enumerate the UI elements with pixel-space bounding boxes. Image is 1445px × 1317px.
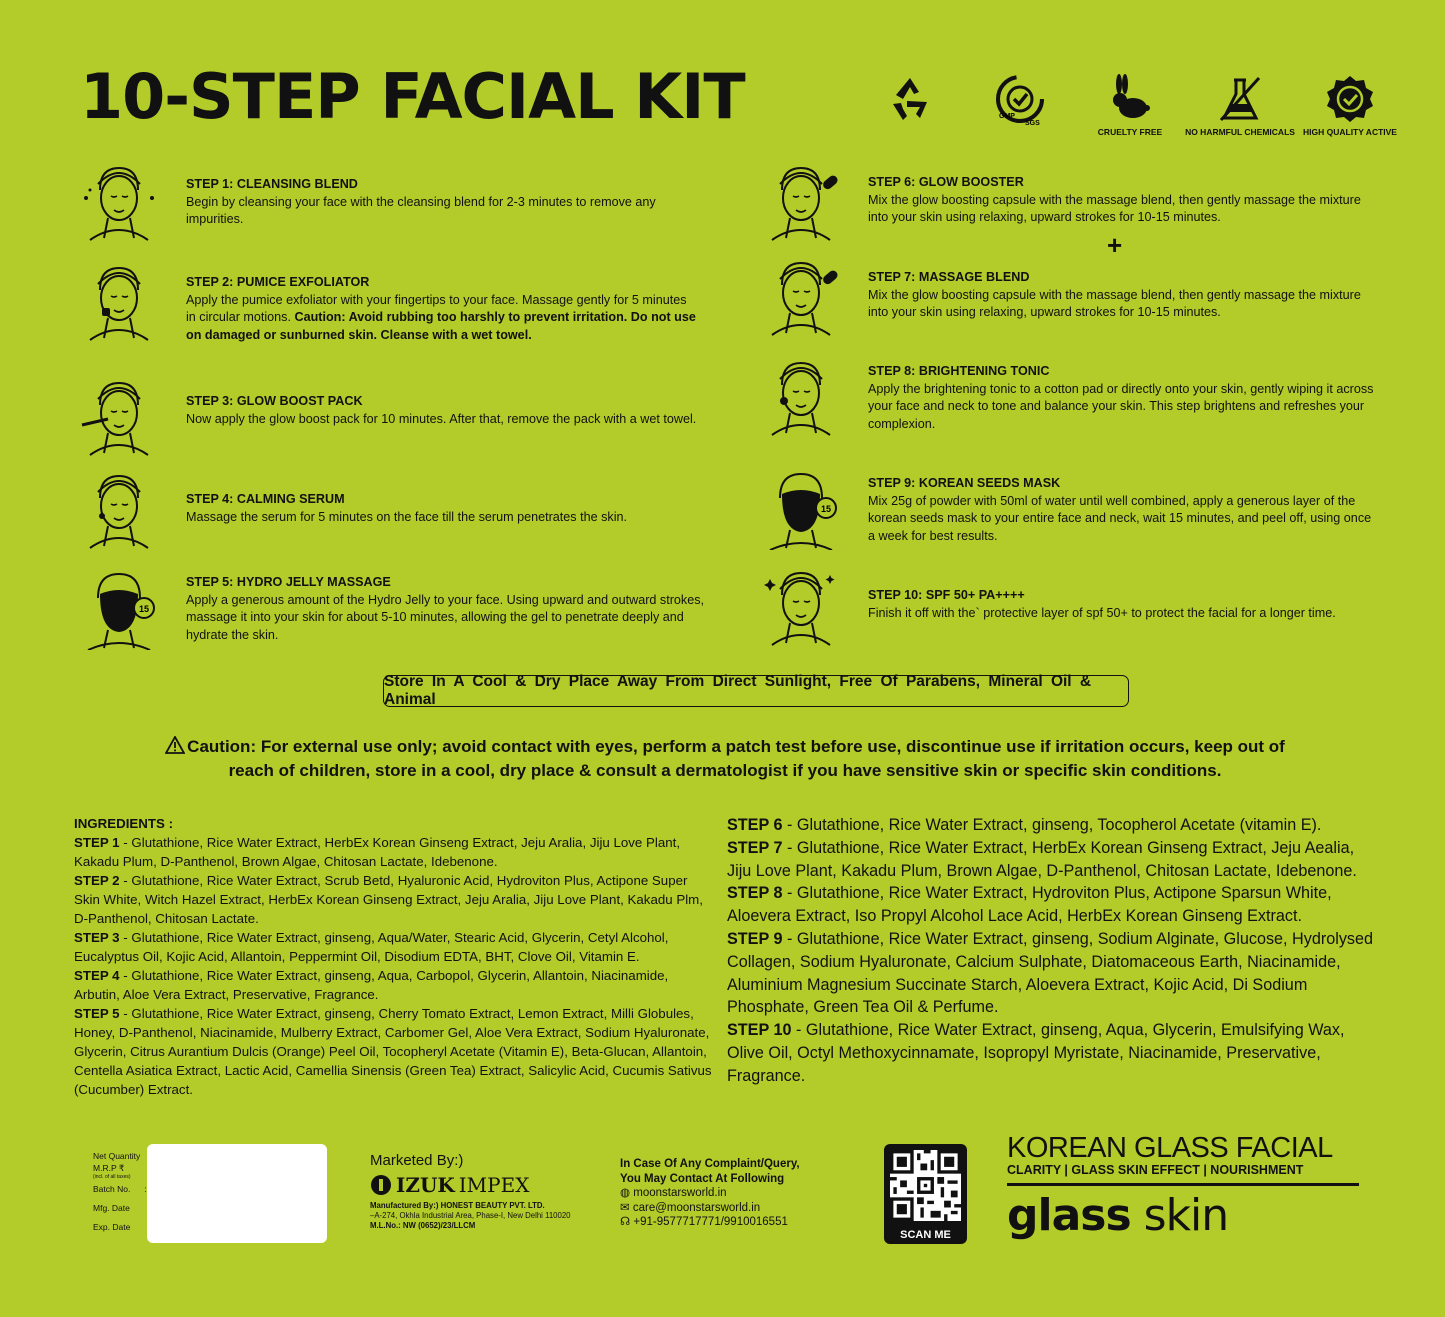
headset-icon: ☊ (620, 1216, 631, 1228)
exp-date-label: Exp. Date (93, 1222, 131, 1232)
mail-icon: ✉ (620, 1201, 630, 1214)
badge-label: HIGH QUALITY ACTIVE (1303, 127, 1397, 137)
step-title: STEP 6: GLOW BOOSTER (868, 175, 1024, 189)
globe-icon: ◍ (620, 1187, 631, 1199)
logo-main: IZUK (396, 1173, 455, 1197)
logo-light: skin (1130, 1190, 1229, 1241)
gmp-mark: GMP (999, 113, 1015, 120)
ingredient-step-label: STEP 7 (727, 838, 783, 857)
gmp-sgs-icon (993, 72, 1047, 126)
plus-sign: + (1107, 230, 1123, 260)
brand-divider (1007, 1183, 1359, 1186)
step-title: STEP 10: SPF 50+ PA++++ (868, 588, 1025, 602)
ingredient-step-label: STEP 5 (74, 1006, 120, 1021)
step-6 (760, 160, 1380, 242)
ingredient-list: - Glutathione, Rice Water Extract, ginseng, Aqua/Water, Stearic Acid, Glycerin, Cetyl Alcohol, Eucalyptus Oil, Kojic Acid, Allantoin, Peppermint Oil, Disodium EDTA, BHT, Clove Oil, Vitamin E. (74, 930, 669, 964)
step-body: Mix 25g of powder with 50ml of water until well combined, apply a generous layer of the korean seeds mask to your entire face and neck, wait 15 minutes, and peel off, using once a week for best results. (868, 493, 1372, 543)
ingredient-list: - Glutathione, Rice Water Extract, HerbEx Korean Ginseng Extract, Jeju Aealia, Jiju Love Plant, Kakadu Plum, Brown Algae, D-Panthenol, Chitosan Lactate, Idebenone. (727, 838, 1357, 880)
face-mask-timer-icon (760, 468, 842, 550)
mfg-date-label: Mfg. Date (93, 1203, 130, 1213)
gmp-sgs-badge (965, 72, 1075, 137)
website[interactable]: moonstarsworld.in (633, 1187, 727, 1199)
sgs-mark: SGS (1025, 120, 1040, 126)
logo-emblem-icon (370, 1174, 392, 1196)
contact-block (620, 1157, 800, 1230)
step-7 (760, 255, 1380, 337)
face-capsule-icon (760, 160, 842, 242)
ingredients-left (74, 814, 714, 1099)
pack-details-box (147, 1144, 327, 1243)
step-caution: Caution: Avoid rubbing too harshly to prevent irritation. Do not use on damaged or sunburned skin. Cleanse with a wet towel. (186, 310, 696, 342)
brand-claims: CLARITY | GLASS SKIN EFFECT | NOURISHMENT (1007, 1163, 1304, 1177)
address: –A-274, Okhla Industrial Area, Phase-I, New Delhi 110020 (370, 1211, 571, 1220)
step-body: Mix the glow boosting capsule with the massage blend, then gently massage the mixture into your skin using relaxing, upward strokes for 10-15 minutes. (868, 192, 1361, 224)
step-title: STEP 9: KOREAN SEEDS MASK (868, 476, 1061, 490)
step-body: Now apply the glow boost pack for 10 minutes. After that, remove the pack with a wet towel. (186, 411, 697, 426)
ingredient-step-label: STEP 10 (727, 1021, 792, 1040)
logo-sub: IMPEX (458, 1173, 530, 1197)
contact-subheading: You May Contact At Following (620, 1172, 785, 1185)
step-title: STEP 8: BRIGHTENING TONIC (868, 364, 1050, 378)
ingredient-step-label: STEP 2 (74, 873, 120, 888)
step-4 (78, 468, 698, 550)
flask-icon (1213, 72, 1267, 126)
marketed-by-label: Marketed By:) (370, 1152, 464, 1169)
logo-bold: glass (1007, 1190, 1131, 1241)
brand-name: KOREAN GLASS FACIAL (1007, 1132, 1333, 1164)
recycle-icon (883, 72, 937, 126)
high-quality-badge (1295, 72, 1405, 137)
ingredient-list: - Glutathione, Rice Water Extract, ginseng, Cherry Tomato Extract, Lemon Extract, Milli Globules, Honey, D-Panthenol, Niacinamide, Mulberry Extract, Carbomer Gel, Aloe Vera Extract, Sodium Hyaluronate, Glycerin, Citrus Aurantium Dulcis (Orange) Peel Oil, Tocopheryl Acetate (Vitamin E), Beta-Glucan, Allantoin, Centella Asiatica Extract, Lactic Acid, Camellia Sinensis (Green Tea) Extract, Salicylic Acid, Cucumis Sativus (Cucumber) Extract. (74, 1006, 712, 1097)
badge-label: NO HARMFUL CHEMICALS (1185, 127, 1295, 137)
quality-seal-icon (1323, 72, 1377, 126)
no-harmful-chemicals-badge (1185, 72, 1295, 137)
timer-label: 15 (138, 604, 150, 614)
license-number: M.L.No.: NW (0652)/23/LLCM (370, 1221, 476, 1230)
mrp-label: M.R.P ₹ (93, 1163, 125, 1173)
face-massage-icon (760, 255, 842, 337)
net-quantity-label: Net Quantity (93, 1151, 141, 1161)
step-body: Mix the glow boosting capsule with the massage blend, then gently massage the mixture into your skin using relaxing, upward strokes for 10-15 minutes. (868, 287, 1361, 319)
ingredient-step-label: STEP 4 (74, 968, 120, 983)
face-exfoliate-icon (78, 260, 160, 342)
step-body: Apply the pumice exfoliator with your fingertips to your face. Massage gently for 5 minutes in circular motions. (186, 292, 687, 324)
rabbit-icon (1103, 72, 1157, 126)
ingredient-list: - Glutathione, Rice Water Extract, ginseng, Aqua, Glycerin, Emulsifying Wax, Olive Oil, Octyl Methoxycinnamate, Isopropyl Myristate, Niacinamide, Preservative, Fragrance. (727, 1021, 1345, 1085)
step-title: STEP 1: CLEANSING BLEND (186, 177, 358, 191)
batch-label: Batch No. (93, 1184, 131, 1194)
step-title: STEP 3: GLOW BOOST PACK (186, 394, 363, 408)
recycle-badge (855, 72, 965, 137)
email[interactable]: care@moonstarsworld.in (632, 1201, 761, 1214)
badge-label: CRUELTY FREE (1097, 127, 1163, 137)
phone[interactable]: +91-9577717771/9910016551 (633, 1216, 788, 1228)
ingredients-right (727, 814, 1377, 1088)
step-5 (78, 568, 718, 650)
brand-block (1007, 1132, 1359, 1241)
ingredient-list: - Glutathione, Rice Water Extract, HerbEx Korean Ginseng Extract, Jeju Aralia, Jiju Love Plant, Kakadu Plum, D-Panthenol, Brown Algae, Chitosan Lactate, Idebenone. (74, 835, 681, 869)
step-2 (78, 260, 698, 344)
qr-pattern-icon (890, 1150, 961, 1221)
scan-me-label: SCAN ME (900, 1229, 951, 1241)
face-cleansing-icon (78, 160, 160, 242)
warning-icon (165, 736, 185, 754)
step-body: Apply a generous amount of the Hydro Jelly to your face. Using upward and outward strokes, massage it into your skin for about 5-10 minutes, allowing the gel to penetrate deeply and hydrate the skin. (186, 592, 705, 642)
izuk-logo (370, 1173, 571, 1197)
storage-note: Store In A Cool & Dry Place Away From Direct Sunlight, Free Of Parabens, Mineral Oil & Animal (383, 675, 1129, 707)
step-title: STEP 2: PUMICE EXFOLIATOR (186, 275, 370, 289)
ingredient-list: - Glutathione, Rice Water Extract, ginseng, Tocopherol Acetate (vitamin E). (782, 816, 1322, 834)
step-1 (78, 160, 698, 242)
step-title: STEP 5: HYDRO JELLY MASSAGE (186, 575, 391, 589)
face-spf-icon (760, 565, 842, 647)
ingredient-list: - Glutathione, Rice Water Extract, Hydroviton Plus, Actipone Sparsun White, Aloevera Extract, Iso Propyl Alcohol Lace Acid, HerbEx Korean Ginseng Extract. (727, 884, 1332, 926)
ingredient-step-label: STEP 6 (727, 816, 783, 834)
manufacturer: Manufactured By:) HONEST BEAUTY PVT. LTD. (370, 1201, 545, 1210)
step-title: STEP 7: MASSAGE BLEND (868, 270, 1030, 284)
face-mask-timer-icon (78, 568, 160, 650)
ingredient-step-label: STEP 3 (74, 930, 120, 945)
page-title: 10-STEP FACIAL KIT (80, 60, 745, 133)
caution-text (150, 735, 1300, 783)
cruelty-free-badge (1075, 72, 1185, 137)
step-3 (78, 375, 698, 457)
ingredient-step-label: STEP 1 (74, 835, 120, 850)
step-9 (760, 468, 1380, 550)
certification-badges (855, 72, 1405, 137)
ingredient-list: - Glutathione, Rice Water Extract, ginseng, Aqua, Carbopol, Glycerin, Allantoin, Niacinamide, Arbutin, Aloe Vera Extract, Preservative, Fragrance. (74, 968, 669, 1002)
step-body: Begin by cleansing your face with the cleansing blend for 2-3 minutes to remove any impurities. (186, 194, 656, 226)
timer-label: 15 (820, 504, 832, 514)
glass-skin-logo (1007, 1190, 1359, 1241)
step-body: Apply the brightening tonic to a cotton pad or directly onto your skin, gently wiping it across your face and neck to tone and balance your skin. This step brightens and refreshes your complexion. (868, 381, 1374, 431)
qr-code[interactable] (884, 1144, 967, 1244)
face-tonic-icon (760, 355, 842, 437)
caution-body: Caution: For external use only; avoid contact with eyes, perform a patch test before use, discontinue use if irritation occurs, keep out of reach of children, store in a cool, dry place & consult a dermatologist if you have sensitive skin or specific skin conditions. (187, 737, 1285, 780)
step-body: Finish it off with the` protective layer of spf 50+ to protect the facial for a longer time. (868, 605, 1336, 620)
marketer-block (370, 1152, 571, 1231)
contact-heading: In Case Of Any Complaint/Query, (620, 1158, 800, 1170)
ingredient-list: - Glutathione, Rice Water Extract, Scrub Betd, Hyaluronic Acid, Hydroviton Plus, Actipone Super Skin White, Witch Hazel Extract, HerbEx Korean Ginseng Extract, Jeju Aralia, Jiju Love Plant, Kakadu Plm, D-Panthenol, Chitosan Lactate. (74, 873, 703, 926)
ingredient-step-label: STEP 8 (727, 884, 783, 903)
ingredient-list: - Glutathione, Rice Water Extract, ginseng, Sodium Alginate, Glucose, Hydrolysed Collagen, Sodium Hyaluronate, Calcium Sulphate, Diatomaceous Earth, Niacinamide, Aluminium Magnesium Succinate Starch, Aloevera Extract, Kojic Acid, Di Sodium Phosphate, Green Tea Oil & Perfume. (727, 929, 1374, 1017)
face-brush-pack-icon (78, 375, 160, 457)
step-8 (760, 355, 1380, 437)
step-10 (760, 565, 1400, 647)
ingredients-heading: INGREDIENTS : (74, 816, 173, 831)
mrp-note: (incl. of all taxes) (93, 1174, 131, 1180)
ingredient-step-label: STEP 9 (727, 929, 783, 948)
face-serum-icon (78, 468, 160, 550)
step-title: STEP 4: CALMING SERUM (186, 492, 345, 506)
step-body: Massage the serum for 5 minutes on the face till the serum penetrates the skin. (186, 509, 628, 524)
colon: : (144, 1184, 147, 1194)
